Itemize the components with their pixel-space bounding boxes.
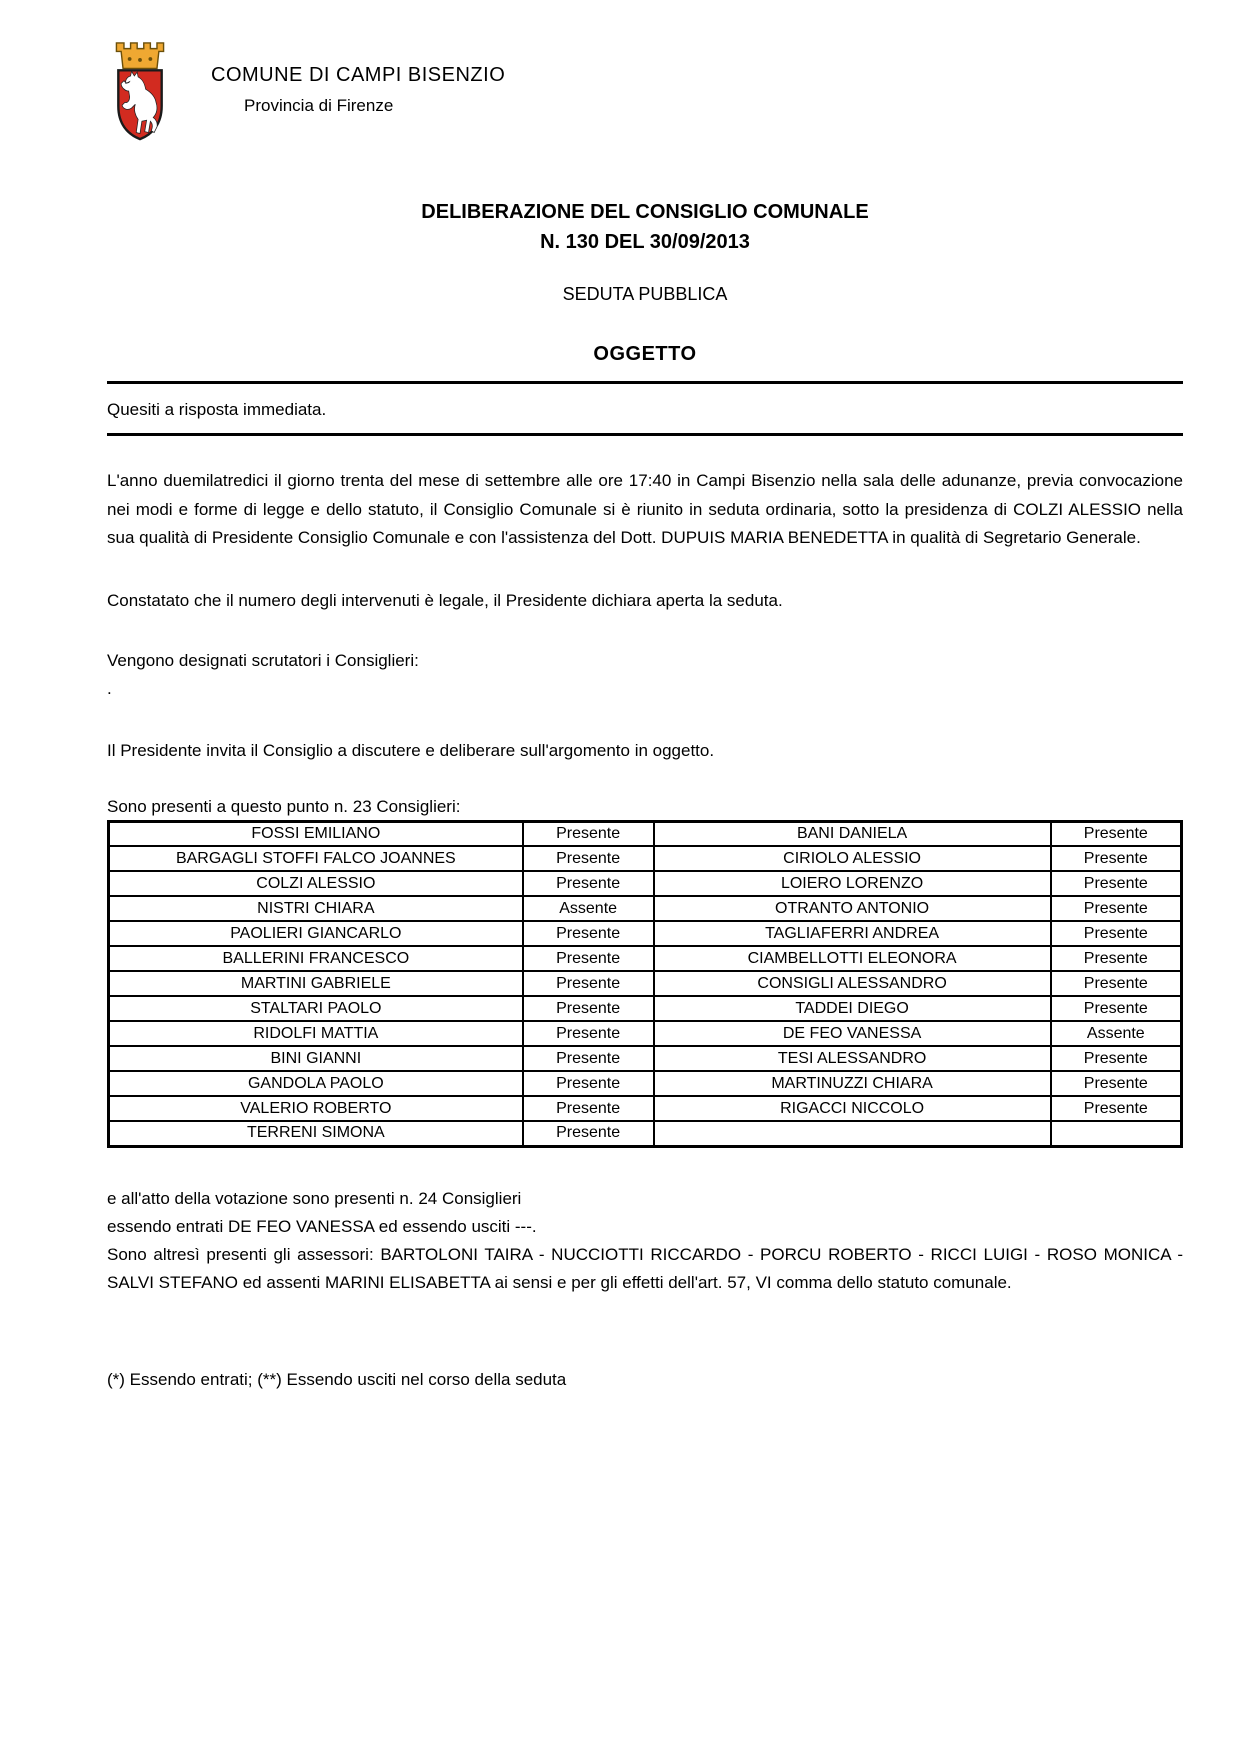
attendance-status-cell: Presente	[523, 846, 654, 871]
attendance-table-body	[109, 821, 1182, 1146]
councillor-name-cell: CIRIOLO ALESSIO	[654, 846, 1051, 871]
deliberation-title	[107, 197, 1183, 257]
votation-count-line: e all'atto della votazione sono presenti n. 24 Consiglieri	[107, 1188, 522, 1208]
councillor-name-cell: STALTARI PAOLO	[109, 996, 523, 1021]
attendance-status-cell: Presente	[1051, 971, 1182, 996]
table-row	[109, 996, 1182, 1021]
attendance-status-cell: Presente	[523, 946, 654, 971]
attendance-status-cell: Presente	[1051, 846, 1182, 871]
attendance-status-cell: Presente	[1051, 1096, 1182, 1121]
section-divider-bottom	[107, 433, 1183, 436]
table-row	[109, 1021, 1182, 1046]
section-divider-top	[107, 381, 1183, 384]
attendance-status-cell: Presente	[523, 921, 654, 946]
attendance-status-cell: Presente	[1051, 921, 1182, 946]
session-type-label: SEDUTA PUBBLICA	[562, 284, 728, 304]
table-row	[109, 1046, 1182, 1071]
table-row	[109, 1121, 1182, 1146]
table-row	[109, 896, 1182, 921]
invitation-paragraph: Il Presidente invita il Consiglio a discutere e deliberare sull'argomento in oggetto.	[107, 740, 715, 760]
councillor-name-cell: COLZI ALESSIO	[109, 871, 523, 896]
attendance-status-cell: Presente	[1051, 946, 1182, 971]
quorum-paragraph: Constatato che il numero degli intervenuti è legale, il Presidente dichiara aperta la seduta.	[107, 590, 783, 610]
attendance-status-cell: Presente	[1051, 1071, 1182, 1096]
attendance-status-cell: Presente	[523, 1071, 654, 1096]
councillor-name-cell: BARGAGLI STOFFI FALCO JOANNES	[109, 846, 523, 871]
councillor-name-cell: GANDOLA PAOLO	[109, 1071, 523, 1096]
crown-icon	[116, 43, 163, 68]
councillor-name-cell: BALLERINI FRANCESCO	[109, 946, 523, 971]
attendance-status-cell: Presente	[523, 1046, 654, 1071]
entered-exited-line: essendo entrati DE FEO VANESSA ed essendo usciti ---.	[107, 1216, 537, 1236]
attendance-intro: Sono presenti a questo punto n. 23 Consiglieri:	[107, 796, 461, 816]
attendance-status-cell: Presente	[523, 1096, 654, 1121]
councillor-name-cell: MARTINI GABRIELE	[109, 971, 523, 996]
attendance-status-cell: Presente	[523, 996, 654, 1021]
councillor-name-cell: NISTRI CHIARA	[109, 896, 523, 921]
table-row	[109, 946, 1182, 971]
table-row	[109, 821, 1182, 846]
table-row	[109, 921, 1182, 946]
attendance-status-cell: Presente	[1051, 896, 1182, 921]
footnote-text: (*) Essendo entrati; (**) Essendo usciti nel corso della seduta	[107, 1369, 567, 1389]
coat-of-arms-icon	[107, 40, 173, 149]
attendance-status-cell: Presente	[1051, 996, 1182, 1021]
councillor-name-cell: PAOLIERI GIANCARLO	[109, 921, 523, 946]
attendance-status-cell: Presente	[523, 871, 654, 896]
attendance-status-cell: Assente	[1051, 1021, 1182, 1046]
table-row	[109, 1096, 1182, 1121]
councillor-name-cell: VALERIO ROBERTO	[109, 1096, 523, 1121]
oggetto-heading: OGGETTO	[593, 343, 697, 365]
councillor-name-cell: BANI DANIELA	[654, 821, 1051, 846]
province-name: Provincia di Firenze	[244, 96, 394, 115]
table-row	[109, 1071, 1182, 1096]
table-row	[109, 971, 1182, 996]
councillor-name-cell: RIGACCI NICCOLO	[654, 1096, 1051, 1121]
councillor-name-cell: MARTINUZZI CHIARA	[654, 1071, 1051, 1096]
attendance-status-cell	[1051, 1121, 1182, 1146]
assessors-paragraph: Sono altresì presenti gli assessori: BARTOLONI TAIRA - NUCCIOTTI RICCARDO - PORCU ROBERTO - RICCI LUIGI - ROSO MONICA - SALVI STEFANO ed assenti MARINI ELISABETTA ai sensi e per gli effetti dell'art. 57, VI comma dello statuto comunale.	[107, 1244, 1183, 1292]
attendance-table	[107, 820, 1183, 1148]
councillor-name-cell: TERRENI SIMONA	[109, 1121, 523, 1146]
deliberation-title-line: DELIBERAZIONE DEL CONSIGLIO COMUNALE	[421, 201, 869, 223]
councillor-name-cell: RIDOLFI MATTIA	[109, 1021, 523, 1046]
councillor-name-cell: CIAMBELLOTTI ELEONORA	[654, 946, 1051, 971]
table-row	[109, 871, 1182, 896]
attendance-status-cell: Presente	[523, 821, 654, 846]
councillor-name-cell: TADDEI DIEGO	[654, 996, 1051, 1021]
attendance-status-cell: Presente	[523, 1021, 654, 1046]
councillor-name-cell: OTRANTO ANTONIO	[654, 896, 1051, 921]
document-header	[107, 40, 1183, 149]
attendance-status-cell: Assente	[523, 896, 654, 921]
opening-paragraph: L'anno duemilatredici il giorno trenta del mese di settembre alle ore 17:40 in Campi Bisenzio nella sala delle adunanze, previa convocazione nei modi e forme di legge e dello statuto, il Consiglio Comunale si è riunito in seduta ordinaria, sotto la presidenza di COLZI ALESSIO nella sua qualità di Presidente Consiglio Comunale e con l'assistenza del Dott. DUPUIS MARIA BENEDETTA in qualità di Segretario Generale.	[107, 471, 1183, 547]
scrutineers-label: Vengono designati scrutatori i Consiglieri:	[107, 650, 419, 670]
councillor-name-cell	[654, 1121, 1051, 1146]
attendance-status-cell: Presente	[523, 1121, 654, 1146]
councillor-name-cell: LOIERO LORENZO	[654, 871, 1051, 896]
scrutineers-placeholder: .	[107, 678, 112, 698]
subject-text: Quesiti a risposta immediata.	[107, 400, 327, 419]
councillor-name-cell: DE FEO VANESSA	[654, 1021, 1051, 1046]
municipality-name: COMUNE DI CAMPI BISENZIO	[211, 64, 506, 86]
councillor-name-cell: TESI ALESSANDRO	[654, 1046, 1051, 1071]
table-row	[109, 846, 1182, 871]
attendance-status-cell: Presente	[523, 971, 654, 996]
councillor-name-cell: FOSSI EMILIANO	[109, 821, 523, 846]
councillor-name-cell: TAGLIAFERRI ANDREA	[654, 921, 1051, 946]
attendance-status-cell: Presente	[1051, 871, 1182, 896]
councillor-name-cell: BINI GIANNI	[109, 1046, 523, 1071]
deliberation-number-line: N. 130 DEL 30/09/2013	[540, 231, 750, 253]
attendance-status-cell: Presente	[1051, 821, 1182, 846]
attendance-status-cell: Presente	[1051, 1046, 1182, 1071]
councillor-name-cell: CONSIGLI ALESSANDRO	[654, 971, 1051, 996]
